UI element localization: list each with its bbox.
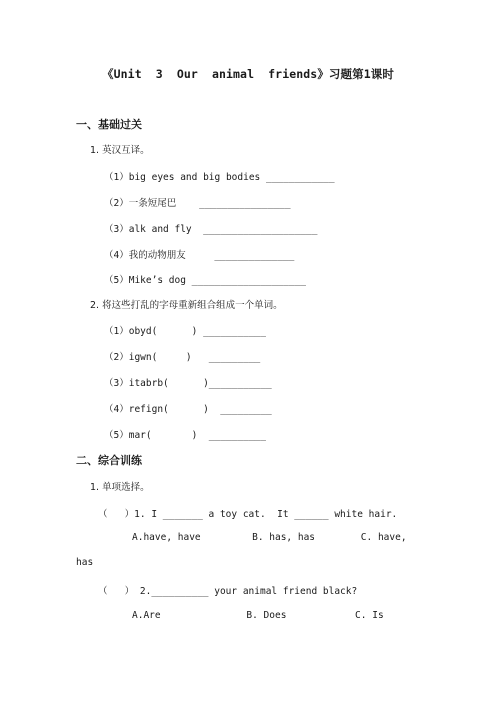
- question-item: （5）mar( ) __________: [104, 430, 266, 441]
- question-item: （3）itabrb( )___________: [104, 378, 272, 389]
- choice-question-continuation: has: [76, 557, 94, 568]
- question-prompt-unscramble: 2. 将这些打乱的字母重新组合组成一个单词。: [90, 300, 283, 311]
- question-item: （3）alk and fly ____________________: [104, 224, 318, 235]
- question-item: （5）Mike’s dog ____________________: [104, 275, 307, 286]
- question-item: （1）obyd( ) ___________: [104, 326, 266, 337]
- question-prompt-translate: 1. 英汉互译。: [90, 145, 150, 156]
- question-prompt-choice: 1. 单项选择。: [90, 482, 150, 493]
- question-item: （1）big eyes and big bodies ____________: [104, 172, 335, 183]
- question-item: （4）我的动物朋友 ______________: [104, 250, 295, 261]
- question-item: （4）refign( ) _________: [104, 404, 272, 415]
- question-item: （2）igwn( ) _________: [104, 352, 261, 363]
- section-heading-basics: 一、基础过关: [76, 118, 142, 131]
- choice-question-stem: （ ） 2.__________ your animal friend black?: [98, 586, 358, 597]
- choice-question-options: A.Are B. Does C. Is: [132, 610, 384, 621]
- page-title: 《Unit 3 Our animal friends》习题第1课时: [102, 67, 394, 81]
- choice-question-options: A.have, have B. has, has C. have,: [132, 532, 407, 543]
- question-item: （2）一条短尾巴 ________________: [104, 198, 291, 209]
- section-heading-training: 二、综合训练: [76, 454, 142, 467]
- choice-question-stem: （ ）1. I _______ a toy cat. It ______ white hair.: [98, 509, 398, 520]
